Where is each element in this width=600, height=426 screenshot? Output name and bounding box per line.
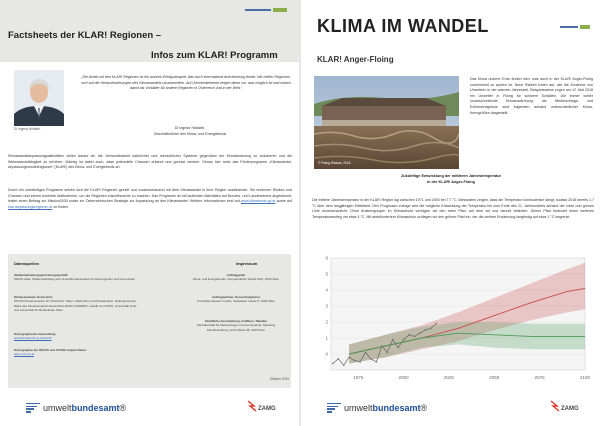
imprint-text-1: Klima- und Energiefonds, Gumpendorfer Straße 5/22, 1060 Wien: [192, 277, 280, 282]
photo-caption: DI Ingmar Höbarth: [14, 127, 41, 131]
program-paragraph-text: Durch ein zweistufiges Programm setzen sich die KLAR! Regionen gezielt und vorausschauend mit dem Klimawandel in ihrer Region auseinander. Sie erkennen Risiken und Chancen und setzen konkrete Maßnahmen, um die Regionen zukunftssicher zu machen. Das Programm ist mit laufenden Aktivitäten auf Bundes- und Landesebene abgestimmt, leistet einen Beitrag zur Mission2030 sowie zur Österreichischen Strategie zur Anpassung an den Klimawandel. Weitere Informationen sind auf: [8, 188, 292, 203]
chart-heading: [341, 174, 561, 185]
data-sources-heading: Datenquellen: [14, 261, 40, 266]
data-point-1997: [397, 347, 398, 348]
data-source-entry-2: [14, 295, 140, 312]
imprint-title-3: Inhaltliche Ausarbeitung, Grafiken, Tabellen: [204, 319, 268, 323]
signature-role: Geschäftsführer des Klima- und Energiefonds: [153, 131, 227, 136]
data-point-2015: [430, 328, 431, 329]
logo-reg-right: ®: [420, 402, 428, 413]
intro-text: Das Klima unserer Erde ändert sich, was auch in der KLAR! Anger-Floing zunehmend zu spüren ist. Neue Risiken treten auf, wie die Zunahme von Unwettern in der warmen Jahreszeit. Beispielsweise zogen am 12. Mai 2018 ein Unwetter in Floing für schwere Schäden. Die immer weiter voranschreitende Klimaerwärmung, die Niederschlags- und Extremereignisse sind folgenden anhand unterschiedlicher Klima-Kenngrößen dargestellt.: [470, 77, 593, 115]
data-source-link-3[interactable]: www.klimafonds.gv.at/oks15: [14, 336, 52, 341]
left-page: [0, 0, 299, 426]
footer-date: Oktober 2019: [269, 377, 289, 381]
logo-prefix-right: umwelt: [344, 402, 373, 413]
program-paragraph-end: zu finden.: [53, 204, 69, 209]
data-point-2009: [419, 333, 420, 334]
data-point-1976: [359, 361, 360, 362]
x-tick-label-2025: 2025: [443, 375, 454, 380]
data-point-1982: [370, 358, 371, 359]
data-point-2006: [414, 336, 415, 337]
data-point-1985: [376, 361, 377, 362]
data-point-2018: [436, 323, 437, 324]
y-tick-label-0: 0: [325, 351, 328, 357]
data-source-title-3: Kartographische Darstellung:: [14, 332, 57, 336]
portrait-photo: [14, 70, 64, 126]
data-point-2003: [408, 334, 409, 335]
y-tick-label-5: 5: [325, 271, 328, 277]
quote-signature: [140, 126, 240, 137]
klar-regions-link[interactable]: klar-anpassungsregionen.at: [8, 204, 53, 209]
data-source-link-4[interactable]: data.ccca.ac.at: [14, 352, 35, 357]
umweltbundesamt-logo-right: [327, 399, 427, 417]
data-point-2012: [425, 329, 426, 330]
umweltbundesamt-mark-icon: [26, 403, 40, 413]
data-source-entry-4: [14, 348, 140, 357]
logo-suffix: bundesamt: [71, 402, 120, 413]
data-source-title-2: Klimaszenarien Österreich:: [14, 295, 53, 299]
signature-name: DI Ingmar Höbarth,: [174, 126, 206, 130]
data-point-1961: [332, 363, 333, 364]
info-box: [8, 254, 291, 388]
logo-suffix-right: bundesamt: [372, 402, 421, 413]
data-source-title-4: Kartographie der ÖKS15 und STARC-Impact Daten:: [14, 348, 87, 352]
x-tick-label-1975: 1975: [353, 375, 364, 380]
data-source-text-2: ÖKS15 Klimaszenarien für Österreich. Daten, Methoden und Klimaanalyse, Datenportal auf Basis des Klimaszenarien-Ensembles EURO-CORDEX, erstellt von ZAMG, Universität Graz und Universität für Bodenkultur Wien: [14, 299, 137, 312]
logo-reg: ®: [119, 402, 127, 413]
zamg-label-right: ZAMG: [561, 406, 579, 412]
data-source-title-1: Stadtentwicklungsplan Energiepolitik:: [14, 273, 69, 277]
imprint-heading: Impressum: [236, 261, 258, 266]
imprint-text-3: Zentralanstalt für Meteorologie und Geodynamik, Abteilung Klimaforschung, Hohe Warte 38, 1190 Wien: [196, 323, 276, 332]
data-point-2000: [403, 339, 404, 340]
footer-logos: [26, 396, 286, 418]
quote-text: „Die Arbeit mit den KLAR! Regionen ist ein wahres Erfolgsbeispiel, das auch international Anerkennung findet. Wir helfen Regionen, sich auf die Herausforderungen des Klimawandels vorzubereiten. Auf Gemeindeebene zeigen diese vor, was möglich ist und wirken damit als Vorbilder für andere Regionen in Österreich und in der Welt.“: [81, 75, 291, 91]
imprint-entry-3: [186, 319, 286, 332]
y-tick-label-4: 4: [325, 287, 328, 293]
zamg-label: ZAMG: [258, 406, 276, 412]
main-title: KLIMA IM WANDEL: [317, 16, 489, 36]
region-subtitle: KLAR! Anger-Floing: [317, 55, 394, 64]
chart-heading-line2: in der KLAR! Anger-Floing: [427, 179, 475, 184]
klimafonds-logo: [245, 5, 289, 15]
y-tick-label-6: 6: [325, 255, 328, 261]
data-point-1979: [365, 352, 366, 353]
x-tick-label-2050: 2050: [489, 375, 500, 380]
photo-credit: © Floing-Wasser, 2018: [318, 161, 351, 165]
x-tick-label-2100: 2100: [579, 375, 591, 380]
temperature-paragraph: Die mittlere Jahrestemperatur in der KLAR! Region lag zwischen 1971 und 2000 bei 7,7 °C. Messdaten zeigen, dass die Temperatur kontinuierlich steigt, sodass 2018 bereits 1,7 °C über dem langjährigen Mittelwert. Den Prognosen zufolge wird die mögliche Entwicklung der Temperatur bis zum Ende des 21. Jahrhunderts anhand der roten und grünen Linie veranschaulicht. Ohne Anstrengungen im Klimaschutz verfolgen wir den roten Pfad, auf dem wir uns derzeit befinden. Dieser Pfad bedeutet einen weiteren Temperaturanstieg um etwa 4 °C. Mit ambitioniertem Klimaschutz schlagen wir den grünen Pfad ein, der die weitere Erwärmung langfristig auf etwa 1 °C begrenzt.: [312, 198, 594, 219]
data-point-1970: [348, 357, 349, 358]
logo-prefix: umwelt: [43, 402, 72, 413]
y-tick-label-2: 2: [325, 319, 328, 325]
footer-logos-right: [327, 396, 587, 418]
y-tick-label-1: 1: [325, 335, 328, 341]
program-paragraph: [8, 188, 292, 210]
imprint-entry-2: [186, 295, 286, 304]
page-title-line2: Infos zum KLAR! Programm: [151, 50, 278, 61]
imprint-title-1: Auftraggeber: [226, 273, 246, 277]
data-point-1991: [387, 352, 388, 353]
klimafonds-link[interactable]: www.klimafonds.gv.at: [241, 199, 276, 203]
data-point-1973: [354, 360, 355, 361]
program-paragraph-mid: sowie auf: [276, 199, 293, 203]
klimafonds-logo-right: [560, 22, 590, 32]
data-point-1967: [343, 365, 344, 366]
x-tick-label-2000: 2000: [398, 375, 409, 380]
data-source-text-1: ÖROK-Atlas, Stadtentwicklung des Umweltbundesamtes für Kleinregionen und Gemeinden: [14, 277, 136, 282]
data-point-1994: [392, 339, 393, 340]
imprint-entry-1: [186, 273, 286, 282]
page-title-line1: Factsheets der KLAR! Regionen –: [8, 30, 162, 41]
zamg-logo-right: [549, 400, 579, 414]
data-point-1964: [338, 358, 339, 359]
x-tick-label-2075: 2075: [534, 375, 545, 380]
umweltbundesamt-logo: [26, 399, 126, 417]
umweltbundesamt-mark-icon: [327, 403, 341, 413]
imprint-text-2: Umweltbundesamt GmbH, Spittelauer Lände 5, 1090 Wien: [196, 299, 276, 304]
flood-photo: [314, 76, 459, 169]
y-tick-label-3: 3: [325, 303, 328, 309]
data-source-entry-1: [14, 273, 140, 282]
right-page: [301, 0, 600, 426]
zamg-logo: [246, 400, 276, 414]
data-source-entry-3: [14, 332, 140, 341]
temperature-chart: [315, 252, 591, 382]
intro-paragraph: Klimawandelanpassungsaktivitäten zielen darauf ab, die Verwundbarkeit natürlicher und menschlicher Systeme gegenüber der Klimaänderung zu reduzieren und die Widerstandsfähigkeit zu erhöhen. Wichtig ist dabei auch, dass potenzielle Chancen erkannt und genutzt werden. Genau hier setzt das Förderprogramm „Klimawandel-Anpassungsmodellregionen“ (KLAR!) des Klima- und Energiefonds an.: [8, 154, 292, 169]
imprint-title-2: Auftragnehmer, Konsortialpartner: [211, 295, 261, 299]
chart-heading-line1: Zukünftige Entwicklung der mittleren Jahrestemperatur: [400, 174, 501, 178]
